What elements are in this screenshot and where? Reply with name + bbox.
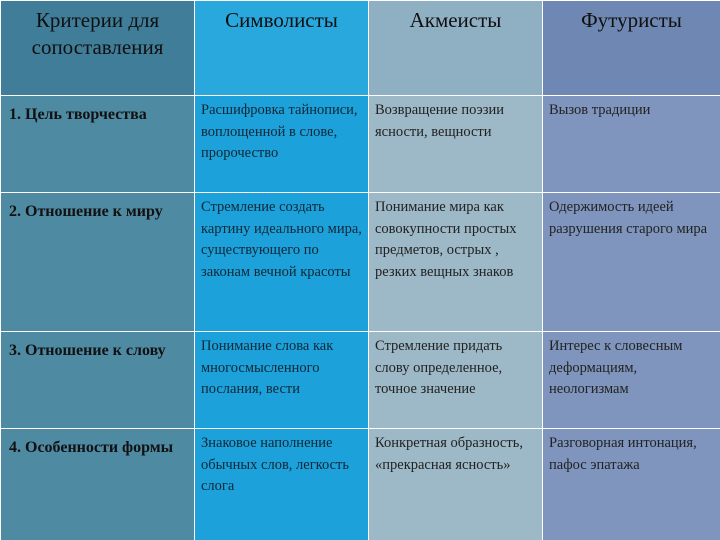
criterion-label: 3. Отношение к слову	[9, 342, 166, 359]
header-criteria-cell	[1, 1, 195, 96]
symbolists-cell: Знаковое наполнение обычных слов, легкость слога	[201, 435, 349, 494]
symbolists-cell: Расшифровка тайнописи, воплощенной в слове, пророчество	[201, 102, 358, 161]
header-row	[1, 1, 720, 96]
table-row	[1, 96, 720, 193]
header-criteria: Критерии для сопоставления	[31, 8, 164, 59]
futurists-cell: Разговорная интонация, пафос эпатажа	[549, 435, 697, 473]
acmeists-cell: Конкретная образность, «прекрасная ясность»	[375, 435, 523, 473]
symbolists-cell: Стремление создать картину идеального мира, существующего по законам вечной красоты	[201, 199, 362, 280]
acmeists-cell: Стремление придать слову определенное, точное значение	[375, 338, 503, 397]
header-futurists: Футуристы	[581, 8, 682, 32]
table-row	[1, 429, 720, 540]
criterion-label: 1. Цель творчества	[9, 106, 147, 123]
symbolists-cell: Понимание слова как многосмысленного послания, вести	[201, 338, 334, 397]
criterion-label: 4. Особенности формы	[9, 439, 174, 456]
futurists-cell: Вызов традиции	[549, 102, 651, 118]
header-acmeists-cell	[369, 1, 543, 96]
acmeists-cell: Понимание мира как совокупности простых предметов, острых , резких вещных знаков	[375, 199, 517, 280]
header-symbolists: Символисты	[225, 8, 338, 32]
table-row	[1, 332, 720, 429]
futurists-cell: Одержимость идеей разрушения старого мира	[549, 199, 708, 237]
header-acmeists: Акмеисты	[409, 8, 502, 32]
header-futurists-cell	[543, 1, 720, 96]
futurists-cell: Интерес к словесным деформациям, неологизмам	[549, 338, 683, 397]
header-symbolists-cell	[195, 1, 369, 96]
criterion-label: 2. Отношение к миру	[9, 203, 163, 220]
table-row	[1, 193, 720, 332]
acmeists-cell: Возвращение поэзии ясности, вещности	[375, 102, 505, 140]
